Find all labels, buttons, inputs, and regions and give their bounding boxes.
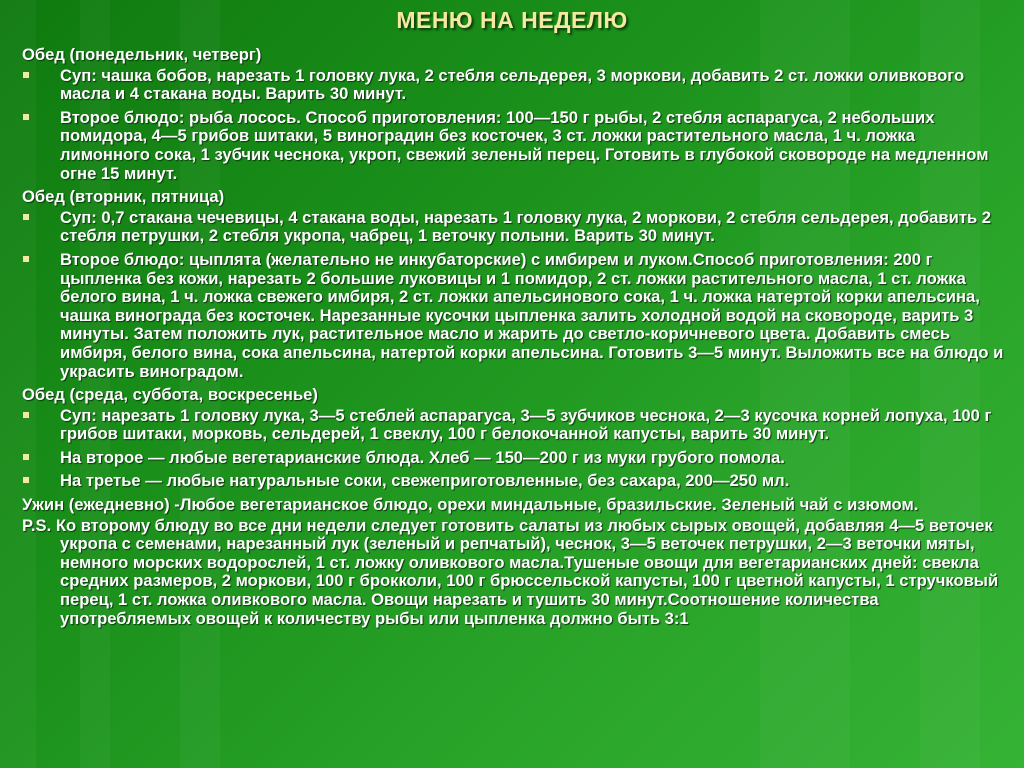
square-bullet-icon (23, 214, 29, 220)
section-heading-mon-thu: Обед (понедельник, четверг) (22, 45, 262, 64)
list-item-text: Второе блюдо: рыба лосось. Способ приготовления: 100—150 г рыбы, 2 стебля аспарагуса, 2 небольших помидора, 4—5 грибов шитаки, 5 виноградин без косточек, 3 ст. ложки растительного масла, 1 ч. ложка лимонного сока, 1 зубчик чеснока, укроп, свежий зеленый перец. Готовить в глубокой сковороде на медленном огне 15 минут. (60, 107, 989, 183)
list-item-text: Суп: нарезать 1 головку лука, 3—5 стеблей аспарагуса, 3—5 зубчиков чеснока, 2—3 кусочка корней лопуха, 100 г грибов шитаки, морковь, сельдерей, 1 свеклу, 100 г белокочанной капусты, варить 30 минут. (60, 405, 992, 444)
list-item (22, 472, 1007, 491)
list-item-text: Второе блюдо: цыплята (желательно не инкубаторские) с имбирем и луком.Способ приготовления: 200 г цыпленка без кожи, нарезать 2 большие луковицы и 1 помидор, 2 ст. ложки растительного масла, 1 ст. ложка белого вина, 1 ч. ложка свежего имбиря, 2 ст. ложки апельсинового сока, 1 ч. ложка натертой корки апельсина, чашка винограда без косточек. Нарезанные кусочки цыпленка залить холодной водой на сковороде, варить 3 минуты. Затем положить лук, растительное масло и жарить до светло-коричневого цвета. Добавить смесь имбиря, белого вина, сока апельсина, натертой корки апельсина. Готовить 3—5 минут. Выложить все на блюдо и украсить виноградом. (60, 249, 1004, 381)
square-bullet-icon (23, 412, 29, 418)
list-item-text: На третье — любые натуральные соки, свежеприготовленные, без сахара, 200—250 мл. (60, 471, 790, 491)
dinner-paragraph: Ужин (ежедневно) -Любое вегетарианское блюдо, орехи миндальные, бразильские. Зеленый чай с изюмом. (22, 495, 919, 515)
square-bullet-icon (23, 477, 29, 483)
list-item-text: Суп: 0,7 стакана чечевицы, 4 стакана воды, нарезать 1 головку лука, 2 моркови, 2 стебля сельдерея, добавить 2 стебля петрушки, 2 стебля укропа, чабрец, 1 веточку полыни. Варить 30 минут. (60, 207, 991, 246)
page-title: МЕНЮ НА НЕДЕЛЮ (396, 7, 628, 33)
section-heading-tue-fri: Обед (вторник, пятница) (22, 187, 225, 207)
square-bullet-icon (23, 72, 29, 78)
list-item-text: На второе — любые вегетарианские блюда. Хлеб — 150—200 г из муки грубого помола. (60, 447, 785, 467)
list-item (22, 449, 1007, 468)
list-item (22, 109, 1007, 183)
list-item (22, 67, 1007, 104)
square-bullet-icon (23, 454, 29, 460)
section-heading-wed-sat-sun: Обед (среда, суббота, воскресенье) (22, 385, 318, 405)
menu-content (22, 46, 1007, 628)
square-bullet-icon (23, 256, 29, 262)
list-item (22, 251, 1007, 381)
postscript-paragraph: P.S. Ко второму блюду во все дни недели следует готовить салаты из любых сырых овощей, добавляя 4—5 веточек укропа с семенами, нарезанный лук (зеленый и репчатый), чеснок, 3—5 веточек петрушки, 2—3 веточки мяты, немного морских водорослей, 1 ст. ложку оливкового масла.Тушеные овощи для вегетарианских дней: свекла средних размеров, 2 моркови, 100 г брокколи, 100 г брюссельской капусты, 100 г цветной капусты, 1 стручковый перец, 1 ст. ложка оливкового масла. Овощи нарезать и тушить 30 минут.Соотношение количества употребляемых овощей к количеству рыбы или цыпленка должно быть 3:1 (22, 515, 999, 628)
list-item (22, 209, 1007, 246)
list-item (22, 407, 1007, 444)
square-bullet-icon (23, 114, 29, 120)
list-item-text: Суп: чашка бобов, нарезать 1 головку лука, 2 стебля сельдерея, 3 моркови, добавить 2 ст. ложки оливкового масла и 4 стакана воды. Варить 30 минут. (60, 65, 965, 104)
